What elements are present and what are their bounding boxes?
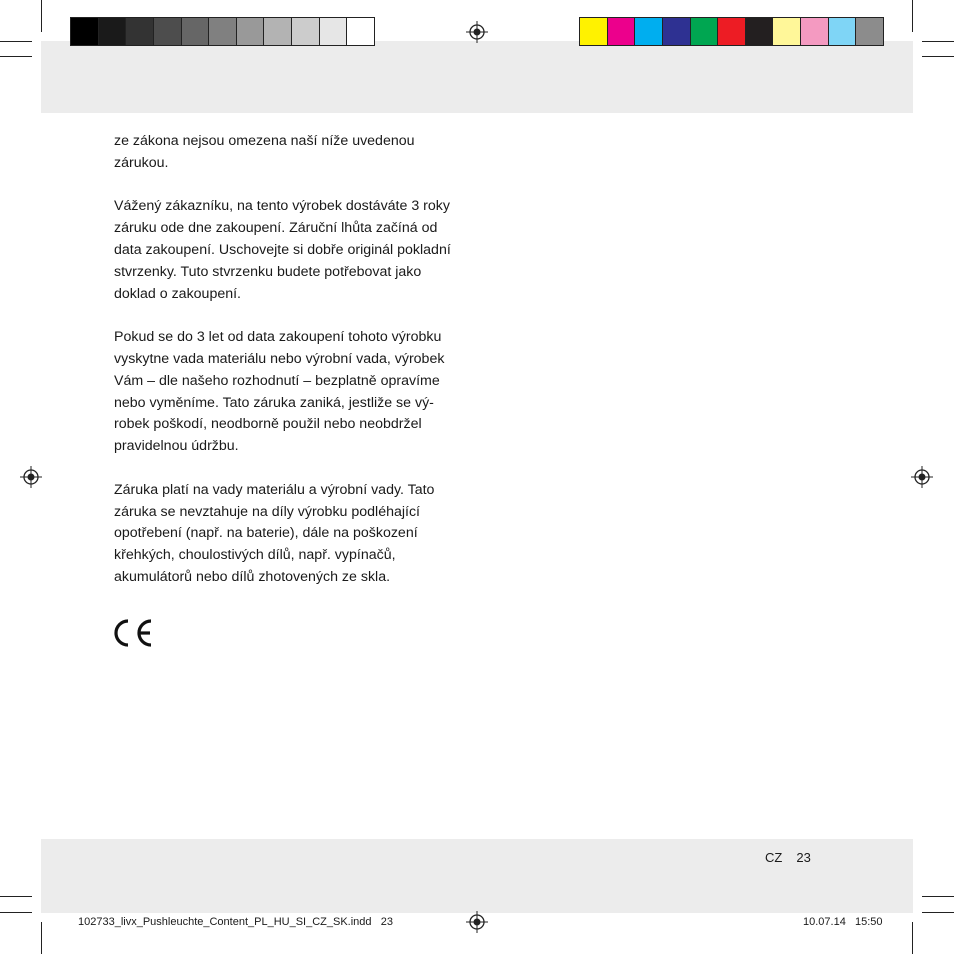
color-swatch	[182, 18, 210, 45]
text-line: záruku ode dne zakoupení. Záruční lhůta začíná od	[114, 220, 438, 237]
language-code: CZ	[765, 850, 783, 865]
slug-filename: 102733_livx_Pushleuchte_Content_PL_HU_SI_CZ_SK.indd 23	[78, 916, 393, 928]
color-swatch	[292, 18, 320, 45]
page-number: 23	[796, 850, 811, 865]
color-swatch	[209, 18, 237, 45]
text-line: stvrzenky. Tuto stvrzenku budete potřebovat jako	[114, 263, 422, 280]
color-swatch	[746, 18, 774, 45]
text-line: ze zákona nejsou omezena naší níže uvedenou	[114, 133, 415, 149]
color-swatch	[691, 18, 719, 45]
text-line: opotřebení (např. na baterie), dále na poškození	[114, 525, 418, 542]
page-footer	[765, 850, 825, 865]
color-swatch	[264, 18, 292, 45]
color-swatch	[635, 18, 663, 45]
text-line: Záruka platí na vady materiálu a výrobní vady. Tato	[114, 481, 435, 498]
color-swatch	[608, 18, 636, 45]
top-margin-band	[41, 41, 913, 113]
color-swatch	[71, 18, 99, 45]
paragraph	[114, 327, 474, 458]
slug-datetime: 10.07.14 15:50	[803, 916, 883, 928]
color-swatch	[718, 18, 746, 45]
text-line: akumulátorů nebo dílů zhotovených ze skla.	[114, 568, 391, 585]
text-line: data zakoupení. Uschovejte si dobře originál pokladní	[114, 241, 451, 258]
color-swatch	[773, 18, 801, 45]
text-line: doklad o zakoupení.	[114, 285, 241, 302]
text-line: robek poškodí, neodborně použil nebo neobdržel	[114, 416, 422, 433]
text-line: zárukou.	[114, 154, 169, 171]
paragraph	[114, 480, 474, 589]
color-swatch	[856, 18, 883, 45]
text-line: Pokud se do 3 let od data zakoupení tohoto výrobku	[114, 329, 442, 346]
text-line: nebo vyměníme. Tato záruka zaniká, jestliže se vý-	[114, 394, 434, 411]
text-line: Vážený zákazníku, na tento výrobek dostáváte 3 roky	[114, 198, 450, 215]
color-swatch	[126, 18, 154, 45]
color-swatch	[663, 18, 691, 45]
color-swatch	[320, 18, 348, 45]
paragraph	[114, 131, 474, 175]
registration-mark-icon	[466, 21, 488, 43]
grayscale-color-bar	[70, 17, 375, 46]
color-swatch	[99, 18, 127, 45]
color-swatch	[829, 18, 857, 45]
color-swatch	[347, 18, 374, 45]
color-swatch	[237, 18, 265, 45]
color-swatch	[154, 18, 182, 45]
color-swatch	[801, 18, 829, 45]
paragraph	[114, 196, 474, 305]
warranty-text	[114, 131, 474, 611]
text-line: pravidelnou údržbu.	[114, 438, 239, 455]
registration-mark-icon	[466, 911, 488, 933]
registration-mark-icon	[911, 466, 933, 488]
text-line: vyskytne vada materiálu nebo výrobní vada, výrobek	[114, 350, 445, 367]
ce-mark-icon	[113, 618, 155, 648]
text-line: záruka se nevztahuje na díly výrobku podléhající	[114, 503, 421, 520]
registration-mark-icon	[20, 466, 42, 488]
color-swatch	[580, 18, 608, 45]
text-line: křehkých, choulostivých dílů, např. vypínačů,	[114, 547, 396, 564]
text-line: Vám – dle našeho rozhodnutí – bezplatně opravíme	[114, 372, 440, 389]
process-color-bar	[579, 17, 884, 46]
